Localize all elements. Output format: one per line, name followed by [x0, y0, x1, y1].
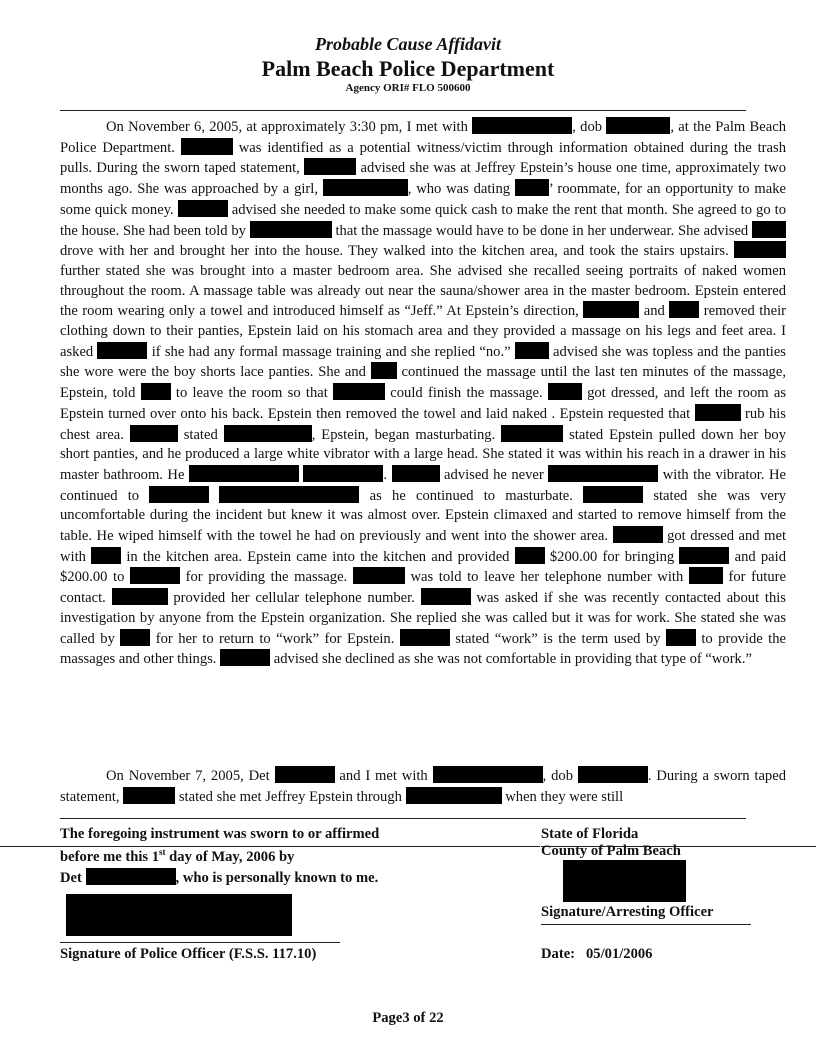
- redaction: [371, 362, 397, 379]
- redaction: [130, 567, 180, 584]
- redaction: [112, 588, 168, 605]
- page-number: Page3 of 22: [372, 1010, 444, 1026]
- officer-signature-line: [60, 942, 340, 943]
- redaction: [219, 486, 359, 503]
- redaction: [353, 567, 405, 584]
- redaction: [515, 342, 549, 359]
- sworn-line-1: The foregoing instrument was sworn to or affirmed: [60, 826, 380, 842]
- redaction: [689, 567, 723, 584]
- sworn-line-2: before me this 1st day of May, 2006 by: [60, 847, 295, 865]
- redaction: [515, 179, 549, 196]
- redaction: [392, 465, 440, 482]
- redaction: [220, 649, 270, 666]
- arresting-signature-redaction: [563, 860, 686, 902]
- state-label: State of Florida: [541, 826, 639, 842]
- redaction: [123, 787, 175, 804]
- redaction: [120, 629, 150, 646]
- redaction: [303, 465, 383, 482]
- redaction: [501, 425, 563, 442]
- redaction: [400, 629, 450, 646]
- footer-rule: [60, 818, 746, 819]
- redaction: [275, 766, 335, 783]
- redaction: [304, 158, 356, 175]
- affidavit-body-continued: [60, 766, 786, 807]
- det-line: Det , who is personally known to me.: [60, 870, 379, 886]
- redaction: [548, 383, 582, 400]
- redaction: [433, 766, 543, 783]
- redaction: [583, 486, 643, 503]
- redaction: [421, 588, 471, 605]
- redaction: [548, 465, 658, 482]
- redaction: [250, 221, 332, 238]
- arresting-signature-line: [541, 924, 751, 925]
- redaction: [583, 301, 639, 318]
- header-rule: [60, 110, 746, 111]
- county-label: County of Palm Beach: [541, 843, 681, 859]
- redaction: [130, 425, 178, 442]
- redaction: [472, 117, 572, 134]
- redaction: [86, 868, 176, 885]
- redaction: [669, 301, 699, 318]
- redaction: [666, 629, 696, 646]
- date-line: Date: 05/01/2006: [541, 946, 653, 962]
- redaction: [333, 383, 385, 400]
- document-kind-title: Probable Cause Affidavit: [315, 34, 501, 54]
- redaction: [406, 787, 502, 804]
- redaction: [679, 547, 729, 564]
- arresting-signature-label: Signature/Arresting Officer: [541, 904, 714, 920]
- redaction: [181, 138, 233, 155]
- redaction: [178, 200, 228, 217]
- redaction: [189, 465, 299, 482]
- redaction: [224, 425, 312, 442]
- redaction: [578, 766, 648, 783]
- officer-signature-label: Signature of Police Officer (F.S.S. 117.10): [60, 946, 317, 962]
- officer-signature-redaction: [66, 894, 292, 936]
- redaction: [515, 547, 545, 564]
- redaction: [91, 547, 121, 564]
- redaction: [141, 383, 171, 400]
- redaction: [695, 404, 741, 421]
- agency-ori: Agency ORI# FLO 500600: [345, 82, 471, 94]
- redaction: [734, 241, 786, 258]
- redaction: [97, 342, 147, 359]
- redaction: [752, 221, 786, 238]
- paragraph-nov-7: On November 7, 2005, Det and I met with , dob . During a sworn taped statement, stated she met Jeffrey Epstein through when they were still: [60, 768, 786, 805]
- redaction: [606, 117, 670, 134]
- affidavit-body: [60, 117, 786, 670]
- paragraph-nov-6: On November 6, 2005, at approximately 3:30 pm, I met with , dob , at the Palm Beach Police Department. was identified as a potential witness/victim through information obtained during the trash pulls. During the sworn taped statement, advised she was at Jeffrey Epstein’s house one time, approximately two months ago. She was approached by a girl, , who was dating ’ roommate, for an opportunity to make some quick money. advised she needed to make some quick cash to make the rent that month. She agreed to go to the house. She had been told by that the massage would have to be done in her underwear. She advised drove with her and brought her into the house. They walked into the kitchen area, and took the stairs upstairs. further stated she was brought into a master bedroom area. She advised she recalled seeing portraits of naked women throughout the room. A massage table was already out near the sauna/shower area in the master bedroom. Epstein entered the room wearing only a towel and introduced himself as “Jeff.” At Epstein’s direction, and removed their clothing down to their panties, Epstein laid on his stomach area and they provided a massage on his legs and feet area. I asked if she had any formal massage training and she replied “no.” advised she was topless and the panties she wore were the boy shorts lace panties. She and continued the massage until the last ten minutes of the massage, Epstein, told to leave the room so that could finish the massage. got dressed, and left the room as Epstein turned over onto his back. Epstein then removed the towel and laid naked . Epstein requested that rub his chest area. stated , Epstein, began masturbating. stated Epstein pulled down her boy short panties, and he produced a large white vibrator with a large head. She stated it was within his reach in a drawer in his master bathroom. He . advised he never with the vibrator. He continued to as he continued to masturbate. stated she was very uncomfortable during the incident but knew it was almost over. Epstein climaxed and started to remove himself from the table. He wiped himself with the towel he had on previously and went into the shower area. got dressed and met with in the kitchen area. Epstein came into the kitchen and provided $200.00 for bringing and paid $200.00 to for providing the massage. was told to leave her telephone number with for future contact. provided her cellular telephone number. was asked if she was recently contacted about this investigation by anyone from the Epstein organization. She replied she was called but it was for work. She stated she was called by for her to return to “work” for Epstein. stated “work” is the term used by to provide the massages and other things. advised she declined as she was not comfortable in providing that type of “work.”: [60, 119, 787, 668]
- redaction: [613, 526, 663, 543]
- redaction: [323, 179, 408, 196]
- department-title: Palm Beach Police Department: [261, 56, 555, 81]
- redaction: [149, 486, 209, 503]
